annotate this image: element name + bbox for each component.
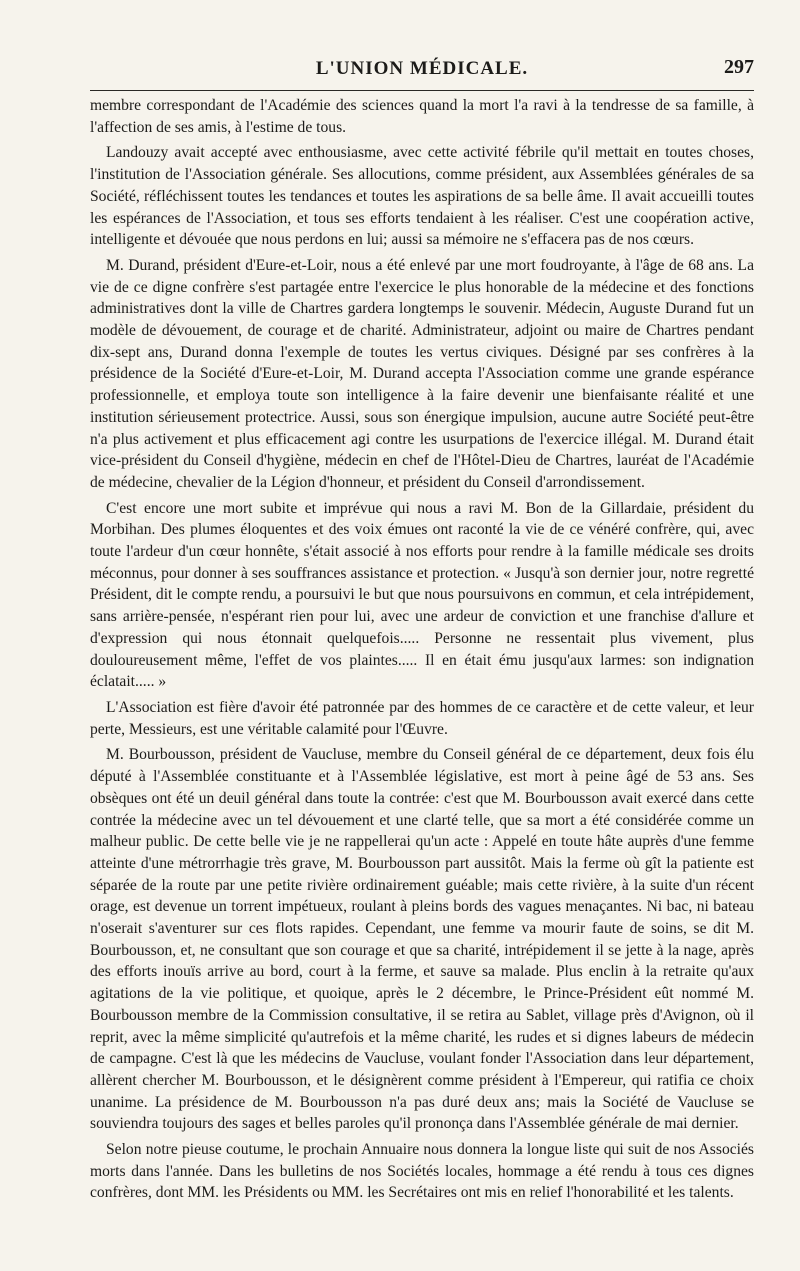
- paragraph-continuation: membre correspondant de l'Académie des sciences quand la mort l'a ravi à la tendresse de sa famille, à l'affection de ses amis, à l'estime de tous.: [90, 97, 754, 136]
- running-title: L'UNION MÉDICALE.: [315, 58, 529, 79]
- paragraph-association-pride: L'Association est fière d'avoir été patronnée par des hommes de ce caractère et de cette valeur, et leur perte, Messieurs, est une véritable calamité pour l'Œuvre.: [90, 698, 754, 738]
- paragraph-bon-de-la-gillardaie: C'est encore une mort subite et imprévue qui nous a ravi M. Bon de la Gillardaie, président du Morbihan. Des plumes éloquentes et des voix émues ont raconté la vie de ce vénéré confrère, qui, avec toute l'ardeur d'un cœur honnête, s'était associé à nos efforts pour rendre à la famille médicale ses droits méconnus, pour donner à ses souffrances assistance et protection. « Jusqu'à son dernier jour, notre regretté Président, dit le compte rendu, a poursuivi le but que nous poursuivons en commun, et cela intrépidement, sans arrière-pensée, n'espérant rien pour lui, avec une ardeur de conviction et une franchise d'allure et d'expression qui nous étonnait quelquefois..... Personne ne ressentait plus vivement, plus douloureusement même, l'effet de vos plaintes..... Il en était ému jusqu'aux larmes: son indignation éclatait..... »: [90, 499, 754, 691]
- header-rule: [90, 90, 754, 91]
- paragraph-annuaire: Selon notre pieuse coutume, le prochain Annuaire nous donnera la longue liste qui suit de nos Associés morts dans l'année. Dans les bulletins de nos Sociétés locales, hommage a été rendu à tous ces dignes confrères, dont MM. les Présidents ou MM. les Secrétaires ont mis en relief l'honorabilité et les talents.: [90, 1141, 754, 1202]
- paragraph-landouzy: Landouzy avait accepté avec enthousiasme, avec cette activité fébrile qu'il mettait en toutes choses, l'institution de l'Association générale. Ses allocutions, comme président, aux Assemblées générales de sa Société, réfléchissent toutes les tendances et toutes les aspirations de sa belle âme. Il avait accueilli toutes les espérances de l'Association, et tous ses efforts tendaient à les réaliser. C'est une coopération active, intelligente et dévouée que nous perdons en lui; aussi sa mémoire ne s'effacera pas de nos cœurs.: [90, 144, 754, 249]
- paragraph-bourbousson: M. Bourbousson, président de Vaucluse, membre du Conseil général de ce département, deux fois élu député à l'Assemblée constituante et à l'Assemblée législative, est mort à peine âgé de 53 ans. Ses obsèques ont été un deuil général dans toute la contrée: c'est que M. Bourbousson avait exercé dans cette contrée la médecine avec un tel dévouement et une clarté telle, que sa mort a été considérée comme un malheur public. De cette belle vie je ne rappellerai qu'un acte : Appelé en toute hâte auprès d'une femme atteinte d'une métrorrhagie très grave, M. Bourbousson part aussitôt. Mais la ferme où gît la patiente est séparée de la route par une petite rivière ordinairement guéable; mais cette rivière, à la suite d'un récent orage, est devenue un torrent impétueux, roulant à pleins bords des vagues menaçantes. Ni bac, ni bateau n'oserait s'aventurer sur ces flots rapides. Cependant, une femme va mourir faute de soins, se dit M. Bourbousson, et, ne consultant que son courage et que sa charité, intrépidement il se jette à la nage, après des efforts inouïs arrive au bord, court à la ferme, et sauve sa malade. Plus enclin à la retraite qu'aux agitations de la vie politique, et quoique, après le 2 décembre, le Prince-Président eût nommé M. Bourbousson membre de la Commission consultative, il se retira au Sablet, village près d'Avignon, où il reprit, avec la même simplicité qu'autrefois et la même charité, les rudes et si dignes labeurs de médecin de campagne. C'est là que les médecins de Vaucluse, voulant fonder l'Association dans leur département, allèrent chercher M. Bourbousson, et le désignèrent comme président à l'Empereur, qui ratifia ce choix unanime. La présidence de M. Bourbousson n'a pas duré deux ans; mais la Société de Vaucluse se souviendra toujours des sages et belles paroles qu'il prononça dans l'Assemblée générale de mai dernier.: [90, 746, 754, 1133]
- article-body: [90, 95, 754, 1208]
- page-number: 297: [724, 56, 754, 78]
- paragraph-durand: M. Durand, président d'Eure-et-Loir, nous a été enlevé par une mort foudroyante, à l'âge de 68 ans. La vie de ce digne confrère s'est partagée entre l'exercice le plus honorable de la médecine et des fonctions administratives dont la ville de Chartres gardera longtemps le souvenir. Médecin, Auguste Durand fut un modèle de dévouement, de courage et de charité. Administrateur, adjoint ou maire de Chartres pendant dix-sept ans, Durand donna l'exemple de toutes les vertus civiques. Désigné par ses confrères à la présidence de la Société d'Eure-et-Loir, M. Durand accepta l'Association comme une grande espérance professionnelle, et employa toute son intelligence à la faire devenir une bienfaisante réalité et une institution sérieusement protectrice. Aussi, sous son énergique impulsion, aucune autre Société peut-être n'a plus activement et plus efficacement agi contre les usurpations de l'exercice illégal. M. Durand était vice-président du Conseil d'hygiène, médecin en chef de l'Hôtel-Dieu de Chartres, lauréat de l'Académie de médecine, chevalier de la Légion d'honneur, et président du Conseil d'arrondissement.: [90, 256, 754, 491]
- page-header: [90, 54, 754, 84]
